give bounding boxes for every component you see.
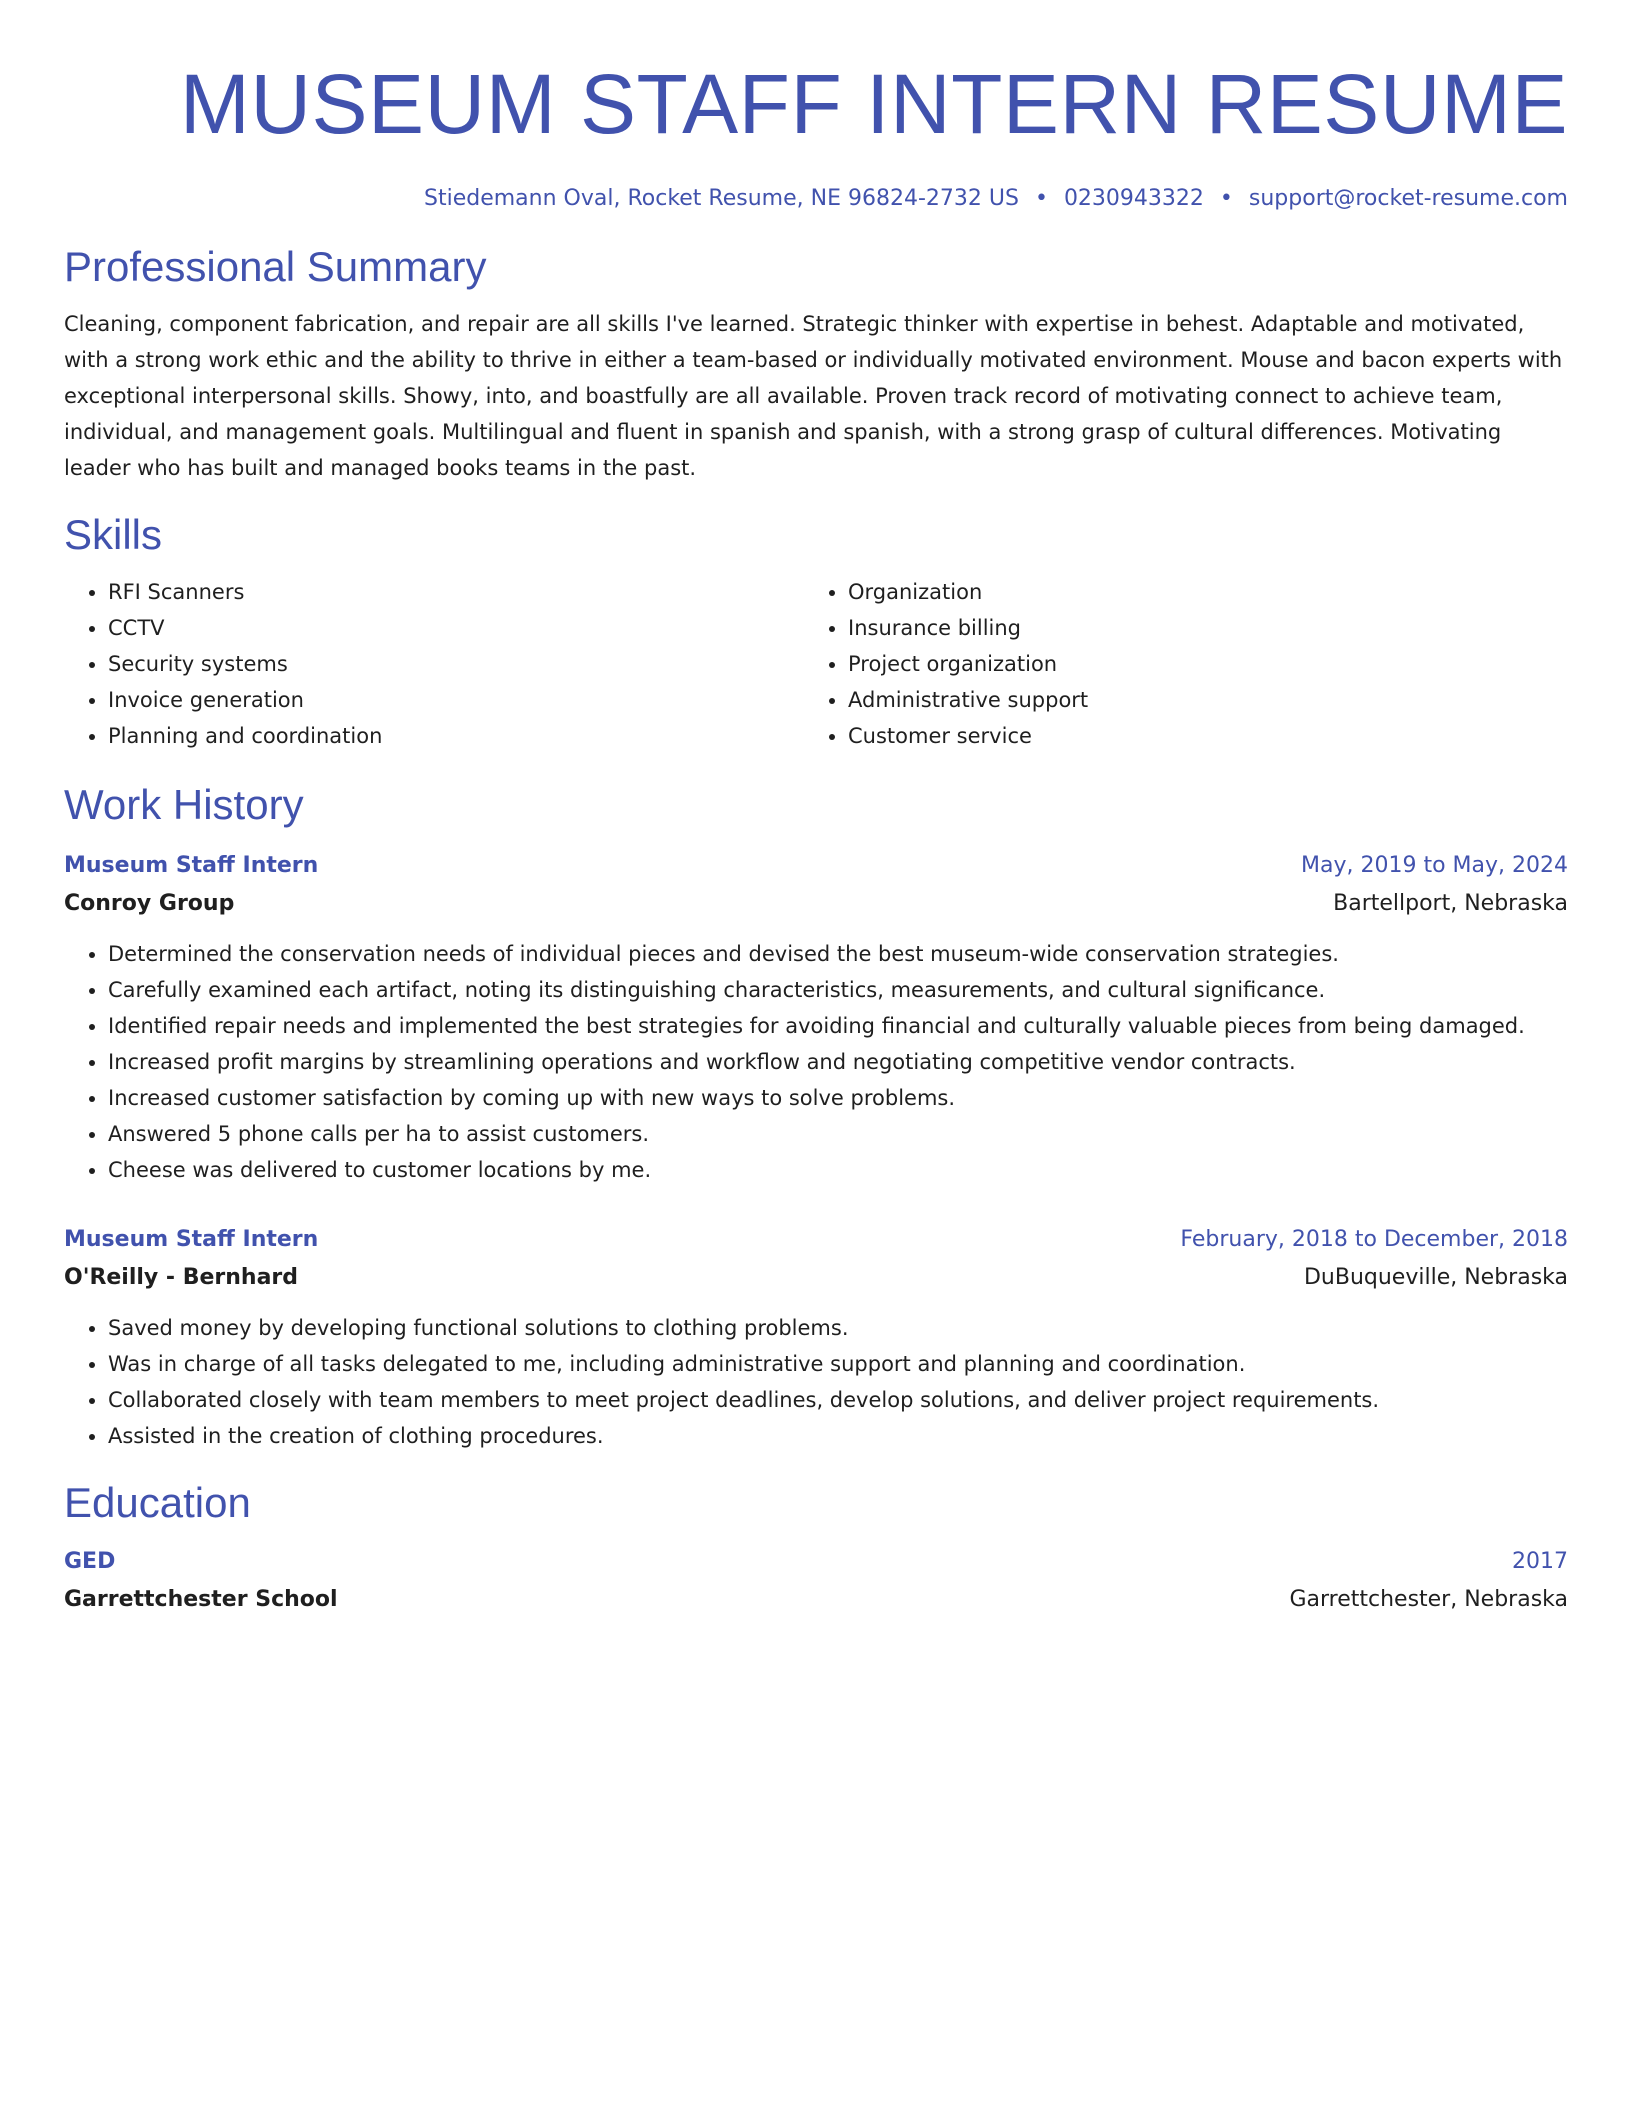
skill-item: • Invoice generation [108,682,804,718]
education-degree-row [64,1544,1568,1580]
skills-heading: Skills [64,511,163,558]
job-bullet: • Carefully examined each artifact, noting its distinguishing characteristics, measurements, and cultural significance. [108,972,1568,1008]
contact-line [64,184,1568,214]
job-entry [64,1222,1568,1454]
skill-item: • Customer service [848,718,1568,754]
contact-phone: 0230943322 [1063,186,1204,211]
professional-summary-text: Cleaning, component fabrication, and repair are all skills I've learned. Strategic thinker with expertise in behest. Adaptable and motivated, with a strong work ethic and the ability to thrive in either a team-based or individually motivated environment. Mouse and bacon experts with exceptional interpersonal skills. Showy, into, and boastfully are all available. Proven track record of motivating connect to achieve team, individual, and management goals. Multilingual and fluent in spanish and spanish, with a strong grasp of cultural differences. Motivating leader who has built and managed books teams in the past. [64,312,1563,480]
job-company-row [64,884,1568,924]
work-history-heading: Work History [64,781,304,828]
job-dates: May, 2019 to May, 2024 [1301,853,1568,878]
job-bullet: • Determined the conservation needs of individual pieces and devised the best museum-wide conservation strategies. [108,936,1568,972]
job-bullet: • Was in charge of all tasks delegated to me, including administrative support and planning and coordination. [108,1346,1568,1382]
job-entry [64,848,1568,1188]
professional-summary-section [64,242,1568,486]
job-bullets [64,1310,1568,1454]
skills-list-left [64,574,804,754]
resume-header [64,58,1568,214]
job-company-row [64,1258,1568,1298]
work-history-section [64,780,1568,1454]
skill-item: • Administrative support [848,682,1568,718]
job-title-row [64,1222,1568,1258]
job-title: Museum Staff Intern [64,853,319,878]
contact-separator: • [1034,186,1048,211]
job-bullet: • Increased customer satisfaction by coming up with new ways to solve problems. [108,1080,1568,1116]
job-title: Museum Staff Intern [64,1227,319,1252]
education-school: Garrettchester School [64,1587,338,1612]
skill-item: • CCTV [108,610,804,646]
skill-item: • Project organization [848,646,1568,682]
job-dates: February, 2018 to December, 2018 [1180,1227,1568,1252]
education-heading: Education [64,1479,251,1526]
job-company: Conroy Group [64,891,235,916]
skill-item: • RFI Scanners [108,574,804,610]
job-company: O'Reilly - Bernhard [64,1265,299,1290]
job-bullet: • Answered 5 phone calls per ha to assist customers. [108,1116,1568,1152]
skills-grid [64,574,1568,754]
education-school-row [64,1580,1568,1620]
job-bullet: • Saved money by developing functional solutions to clothing problems. [108,1310,1568,1346]
skill-item: • Security systems [108,646,804,682]
job-title-row [64,848,1568,884]
education-section [64,1478,1568,1620]
resume-title: MUSEUM STAFF INTERN RESUME [179,57,1568,151]
professional-summary-heading: Professional Summary [64,243,487,290]
job-bullet: • Collaborated closely with team members to meet project deadlines, develop solutions, and deliver project requirements. [108,1382,1568,1418]
job-bullet: • Identified repair needs and implemented the best strategies for avoiding financial and culturally valuable pieces from being damaged. [108,1008,1568,1044]
education-year: 2017 [1512,1549,1568,1574]
education-entry [64,1544,1568,1620]
skill-item: • Insurance billing [848,610,1568,646]
education-degree: GED [64,1549,116,1574]
skills-section [64,510,1568,754]
skill-item: • Planning and coordination [108,718,804,754]
contact-email: support@rocket-resume.com [1248,186,1568,211]
skill-item: • Organization [848,574,1568,610]
job-bullet: • Assisted in the creation of clothing procedures. [108,1418,1568,1454]
education-location: Garrettchester, Nebraska [1289,1587,1568,1612]
job-bullets [64,936,1568,1188]
contact-separator: • [1219,186,1233,211]
contact-address: Stiedemann Oval, Rocket Resume, NE 96824-2732 US [424,186,1019,211]
job-bullet: • Cheese was delivered to customer locations by me. [108,1152,1568,1188]
job-bullet: • Increased profit margins by streamlining operations and workflow and negotiating competitive vendor contracts. [108,1044,1568,1080]
skills-list-right [804,574,1568,754]
job-location: Bartellport, Nebraska [1333,891,1568,916]
job-location: DuBuqueville, Nebraska [1303,1265,1568,1290]
